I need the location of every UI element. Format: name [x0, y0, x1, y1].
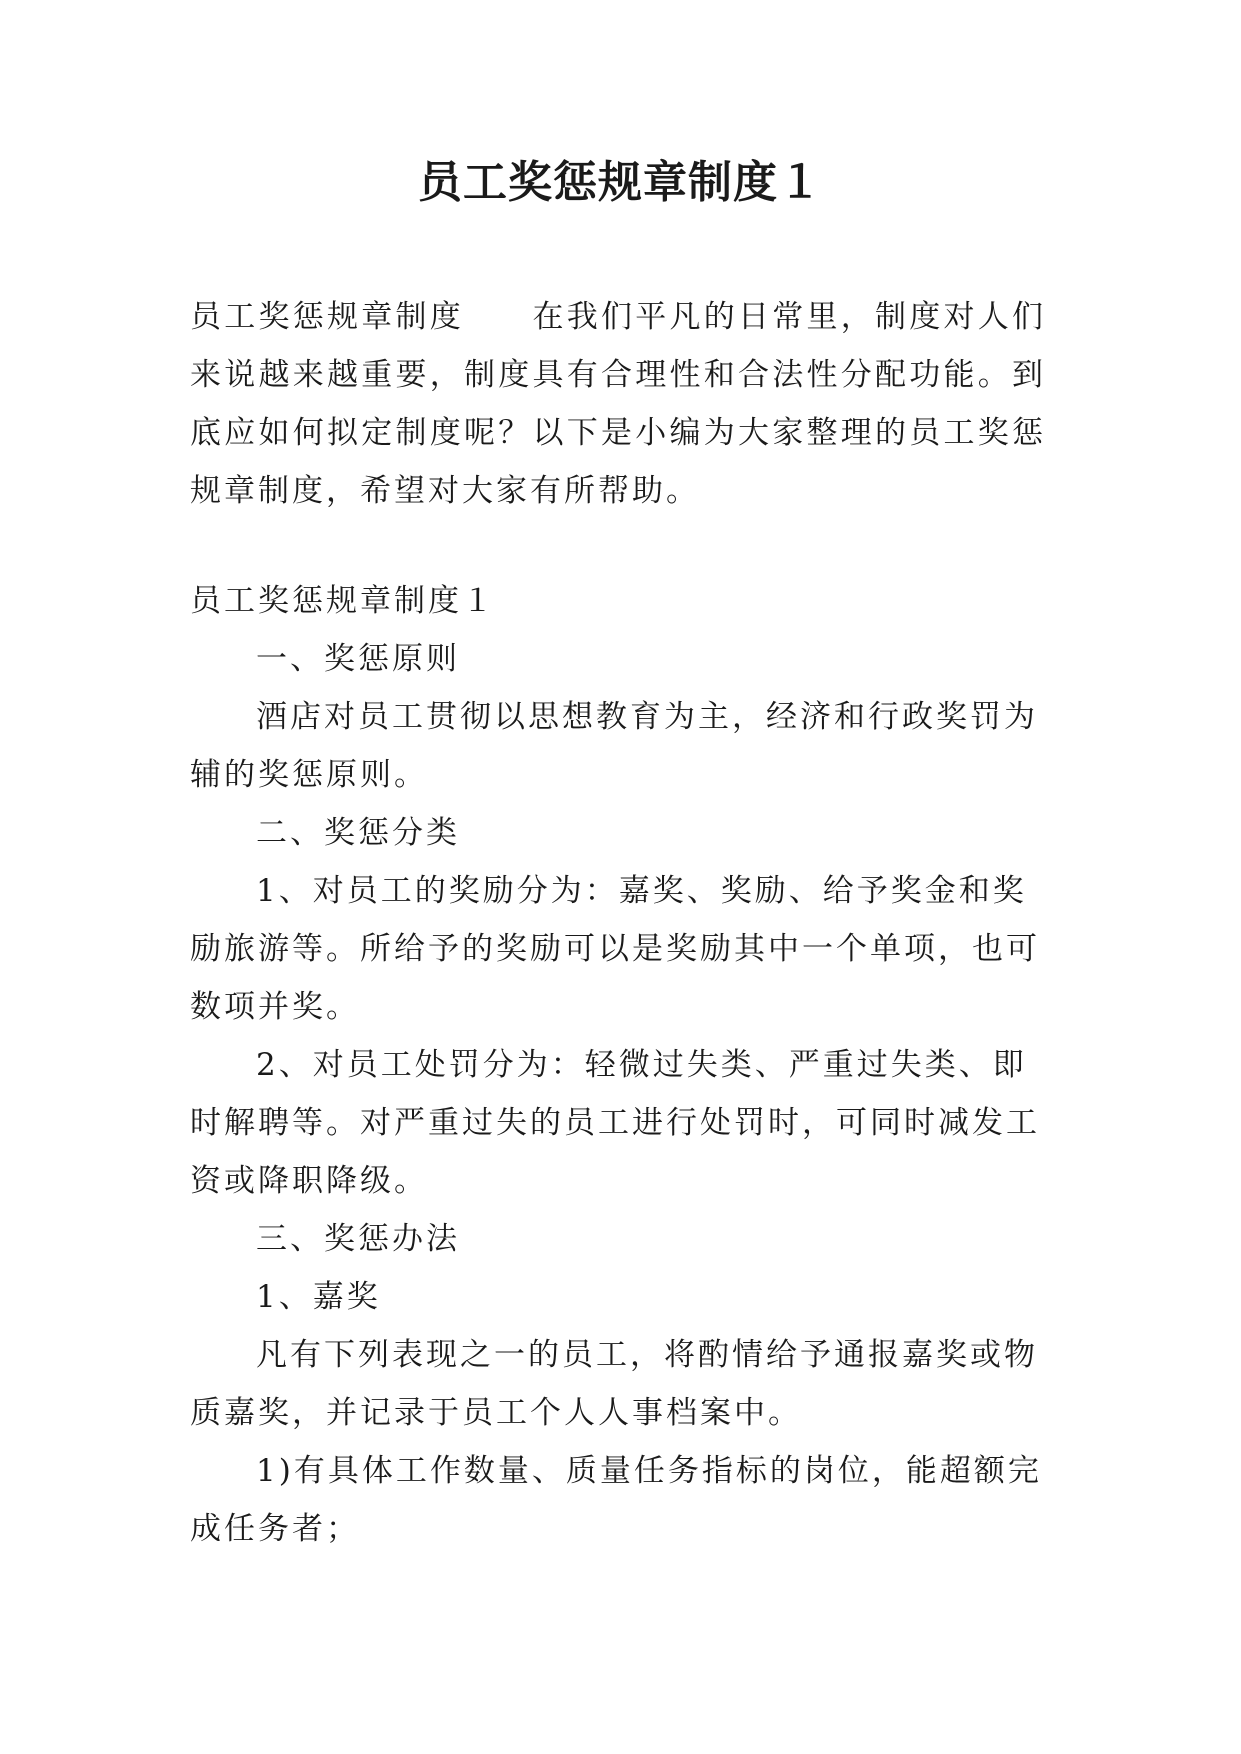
section-title: 员工奖惩规章制度１: [190, 583, 496, 619]
heading-reward-principle: 一、奖惩原则: [256, 641, 460, 677]
paragraph-reward-types: 1、对员工的奖励分为：嘉奖、奖励、给予奖金和奖励旅游等。所给予的奖励可以是奖励其中一个单项，也可数项并奖。: [190, 873, 1040, 1025]
document-title: 员工奖惩规章制度１: [418, 157, 823, 208]
document-body: [190, 288, 1046, 1558]
paragraph-penalty-types: 2、对员工处罚分为：轻微过失类、严重过失类、即时解聘等。对严重过失的员工进行处罚时，可同时减发工资或降职降级。: [190, 1047, 1040, 1199]
list-item-1: 1)有具体工作数量、质量任务指标的岗位，能超额完成任务者；: [190, 1453, 1042, 1547]
paragraph-principle: 酒店对员工贯彻以思想教育为主，经济和行政奖罚为辅的奖惩原则。: [190, 699, 1038, 793]
paragraph-commendation: 凡有下列表现之一的员工，将酌情给予通报嘉奖或物质嘉奖，并记录于员工个人人事档案中。: [190, 1337, 1038, 1431]
heading-reward-categories: 二、奖惩分类: [256, 815, 460, 851]
intro-paragraph: 员工奖惩规章制度 在我们平凡的日常里，制度对人们来说越来越重要，制度具有合理性和合法性分配功能。到底应如何拟定制度呢？以下是小编为大家整理的员工奖惩规章制度，希望对大家有所帮助。: [190, 299, 1046, 509]
heading-reward-methods: 三、奖惩办法: [256, 1221, 460, 1257]
paragraph-gap: [190, 520, 1046, 572]
heading-commendation: 1、嘉奖: [256, 1279, 381, 1315]
